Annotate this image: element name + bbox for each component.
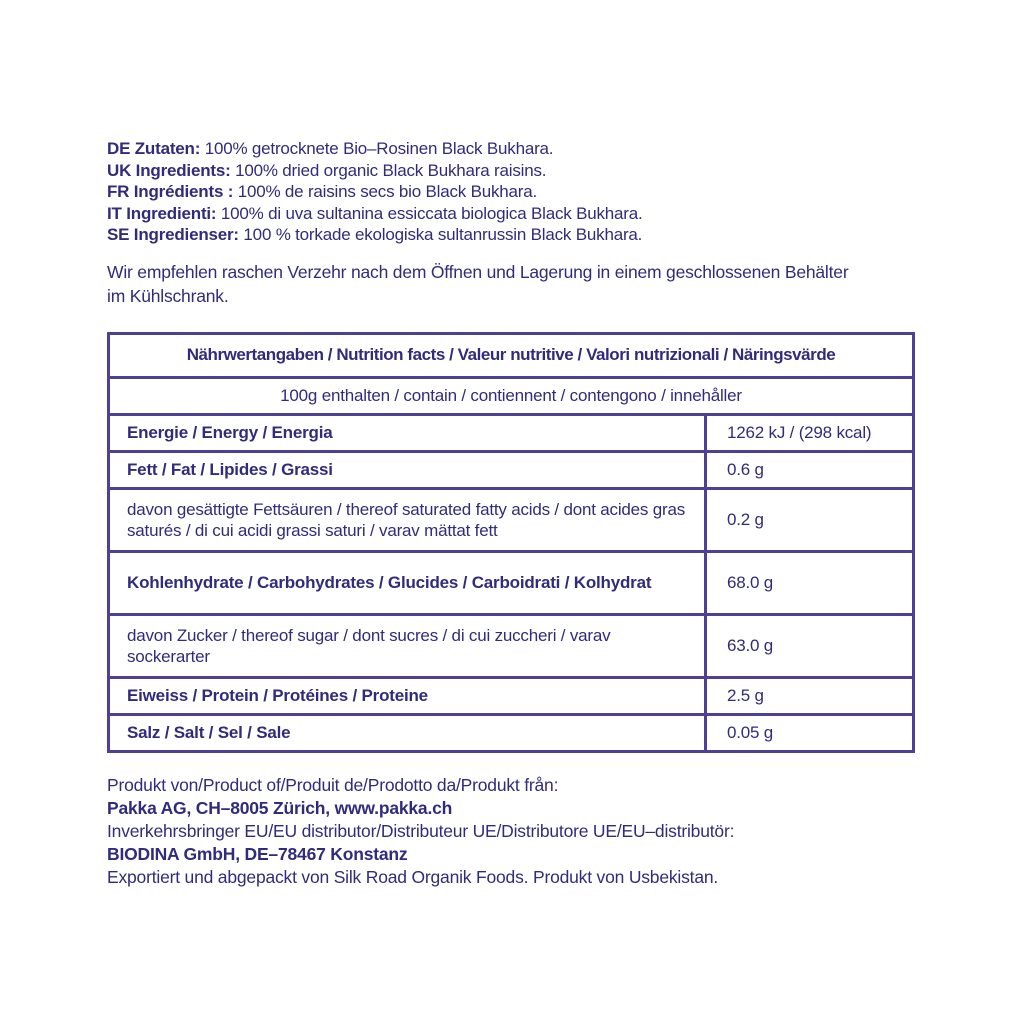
nutrition-value: 0.2 g (727, 509, 764, 529)
nutrition-value: 68.0 g (727, 572, 774, 592)
nutrition-row (110, 613, 912, 676)
ingredient-text: 100% de raisins secs bio Black Bukhara. (233, 182, 538, 201)
producer-info (107, 774, 917, 889)
ingredient-line (107, 181, 917, 203)
nutrition-table-title: Nährwertangaben / Nutrition facts / Valeur nutritive / Valori nutrizionali / Näringsvärde (186, 345, 836, 364)
ingredient-text: 100% di uva sultanina essiccata biologica Black Bukhara. (216, 203, 643, 223)
ingredient-text: 100% getrocknete Bio–Rosinen Black Bukhara. (200, 139, 554, 158)
ingredient-text: 100% dried organic Black Bukhara raisins. (230, 160, 547, 180)
nutrition-label: davon gesättigte Fettsäuren / thereof saturated fatty acids / dont acides gras saturés / di cui acidi grassi saturi / varav mättat fett (110, 490, 707, 550)
nutrition-table-subtitle: 100g enthalten / contain / contiennent / contengono / innehåller (110, 376, 912, 413)
ingredient-line (107, 203, 917, 225)
nutrition-row (110, 676, 912, 713)
producer-line: Inverkehrsbringer EU/EU distributor/Distributeur UE/Distributore UE/EU–distributör: (107, 820, 735, 841)
nutrition-row (110, 413, 912, 450)
nutrition-value: 1262 kJ / (298 kcal) (727, 422, 872, 442)
nutrition-label: Fett / Fat / Lipides / Grassi (110, 453, 707, 487)
nutrition-row (110, 550, 912, 613)
ingredients-list (107, 138, 917, 246)
ingredient-language-prefix: IT Ingredienti: (107, 203, 217, 223)
ingredient-line (107, 160, 917, 182)
producer-line: BIODINA GmbH, DE–78467 Konstanz (107, 843, 408, 864)
ingredient-language-prefix: UK Ingredients: (107, 160, 231, 180)
storage-note: Wir empfehlen raschen Verzehr nach dem Öffnen und Lagerung in einem geschlossenen Behälter im Kühlschrank. (107, 261, 849, 306)
nutrition-row (110, 713, 912, 750)
nutrition-row (110, 450, 912, 487)
nutrition-label: Eiweiss / Protein / Protéines / Proteine (110, 679, 707, 713)
nutrition-label: Salz / Salt / Sel / Sale (110, 716, 707, 750)
nutrition-label: davon Zucker / thereof sugar / dont sucres / di cui zuccheri / varav sockerarter (110, 616, 707, 676)
nutrition-value: 0.05 g (727, 722, 774, 742)
product-label (107, 138, 917, 889)
nutrition-table (107, 332, 915, 753)
nutrition-value: 63.0 g (727, 635, 774, 655)
nutrition-value: 2.5 g (727, 685, 764, 705)
producer-line: Produkt von/Product of/Produit de/Prodotto da/Produkt från: (107, 774, 559, 795)
ingredient-line (107, 138, 917, 160)
ingredient-language-prefix: FR Ingrédients : (107, 182, 234, 201)
ingredient-text: 100 % torkade ekologiska sultanrussin Black Bukhara. (238, 225, 643, 244)
nutrition-label: Kohlenhydrate / Carbohydrates / Glucides / Carboidrati / Kolhydrat (110, 553, 707, 613)
producer-line: Exportiert und abgepackt von Silk Road Organik Foods. Produkt von Usbekistan. (107, 866, 719, 887)
nutrition-row (110, 487, 912, 550)
nutrition-value: 0.6 g (727, 459, 764, 479)
producer-line: Pakka AG, CH–8005 Zürich, www.pakka.ch (107, 797, 453, 818)
nutrition-label: Energie / Energy / Energia (110, 416, 707, 450)
ingredient-language-prefix: SE Ingredienser: (107, 225, 239, 244)
ingredient-line (107, 224, 917, 246)
ingredient-language-prefix: DE Zutaten: (107, 139, 201, 158)
